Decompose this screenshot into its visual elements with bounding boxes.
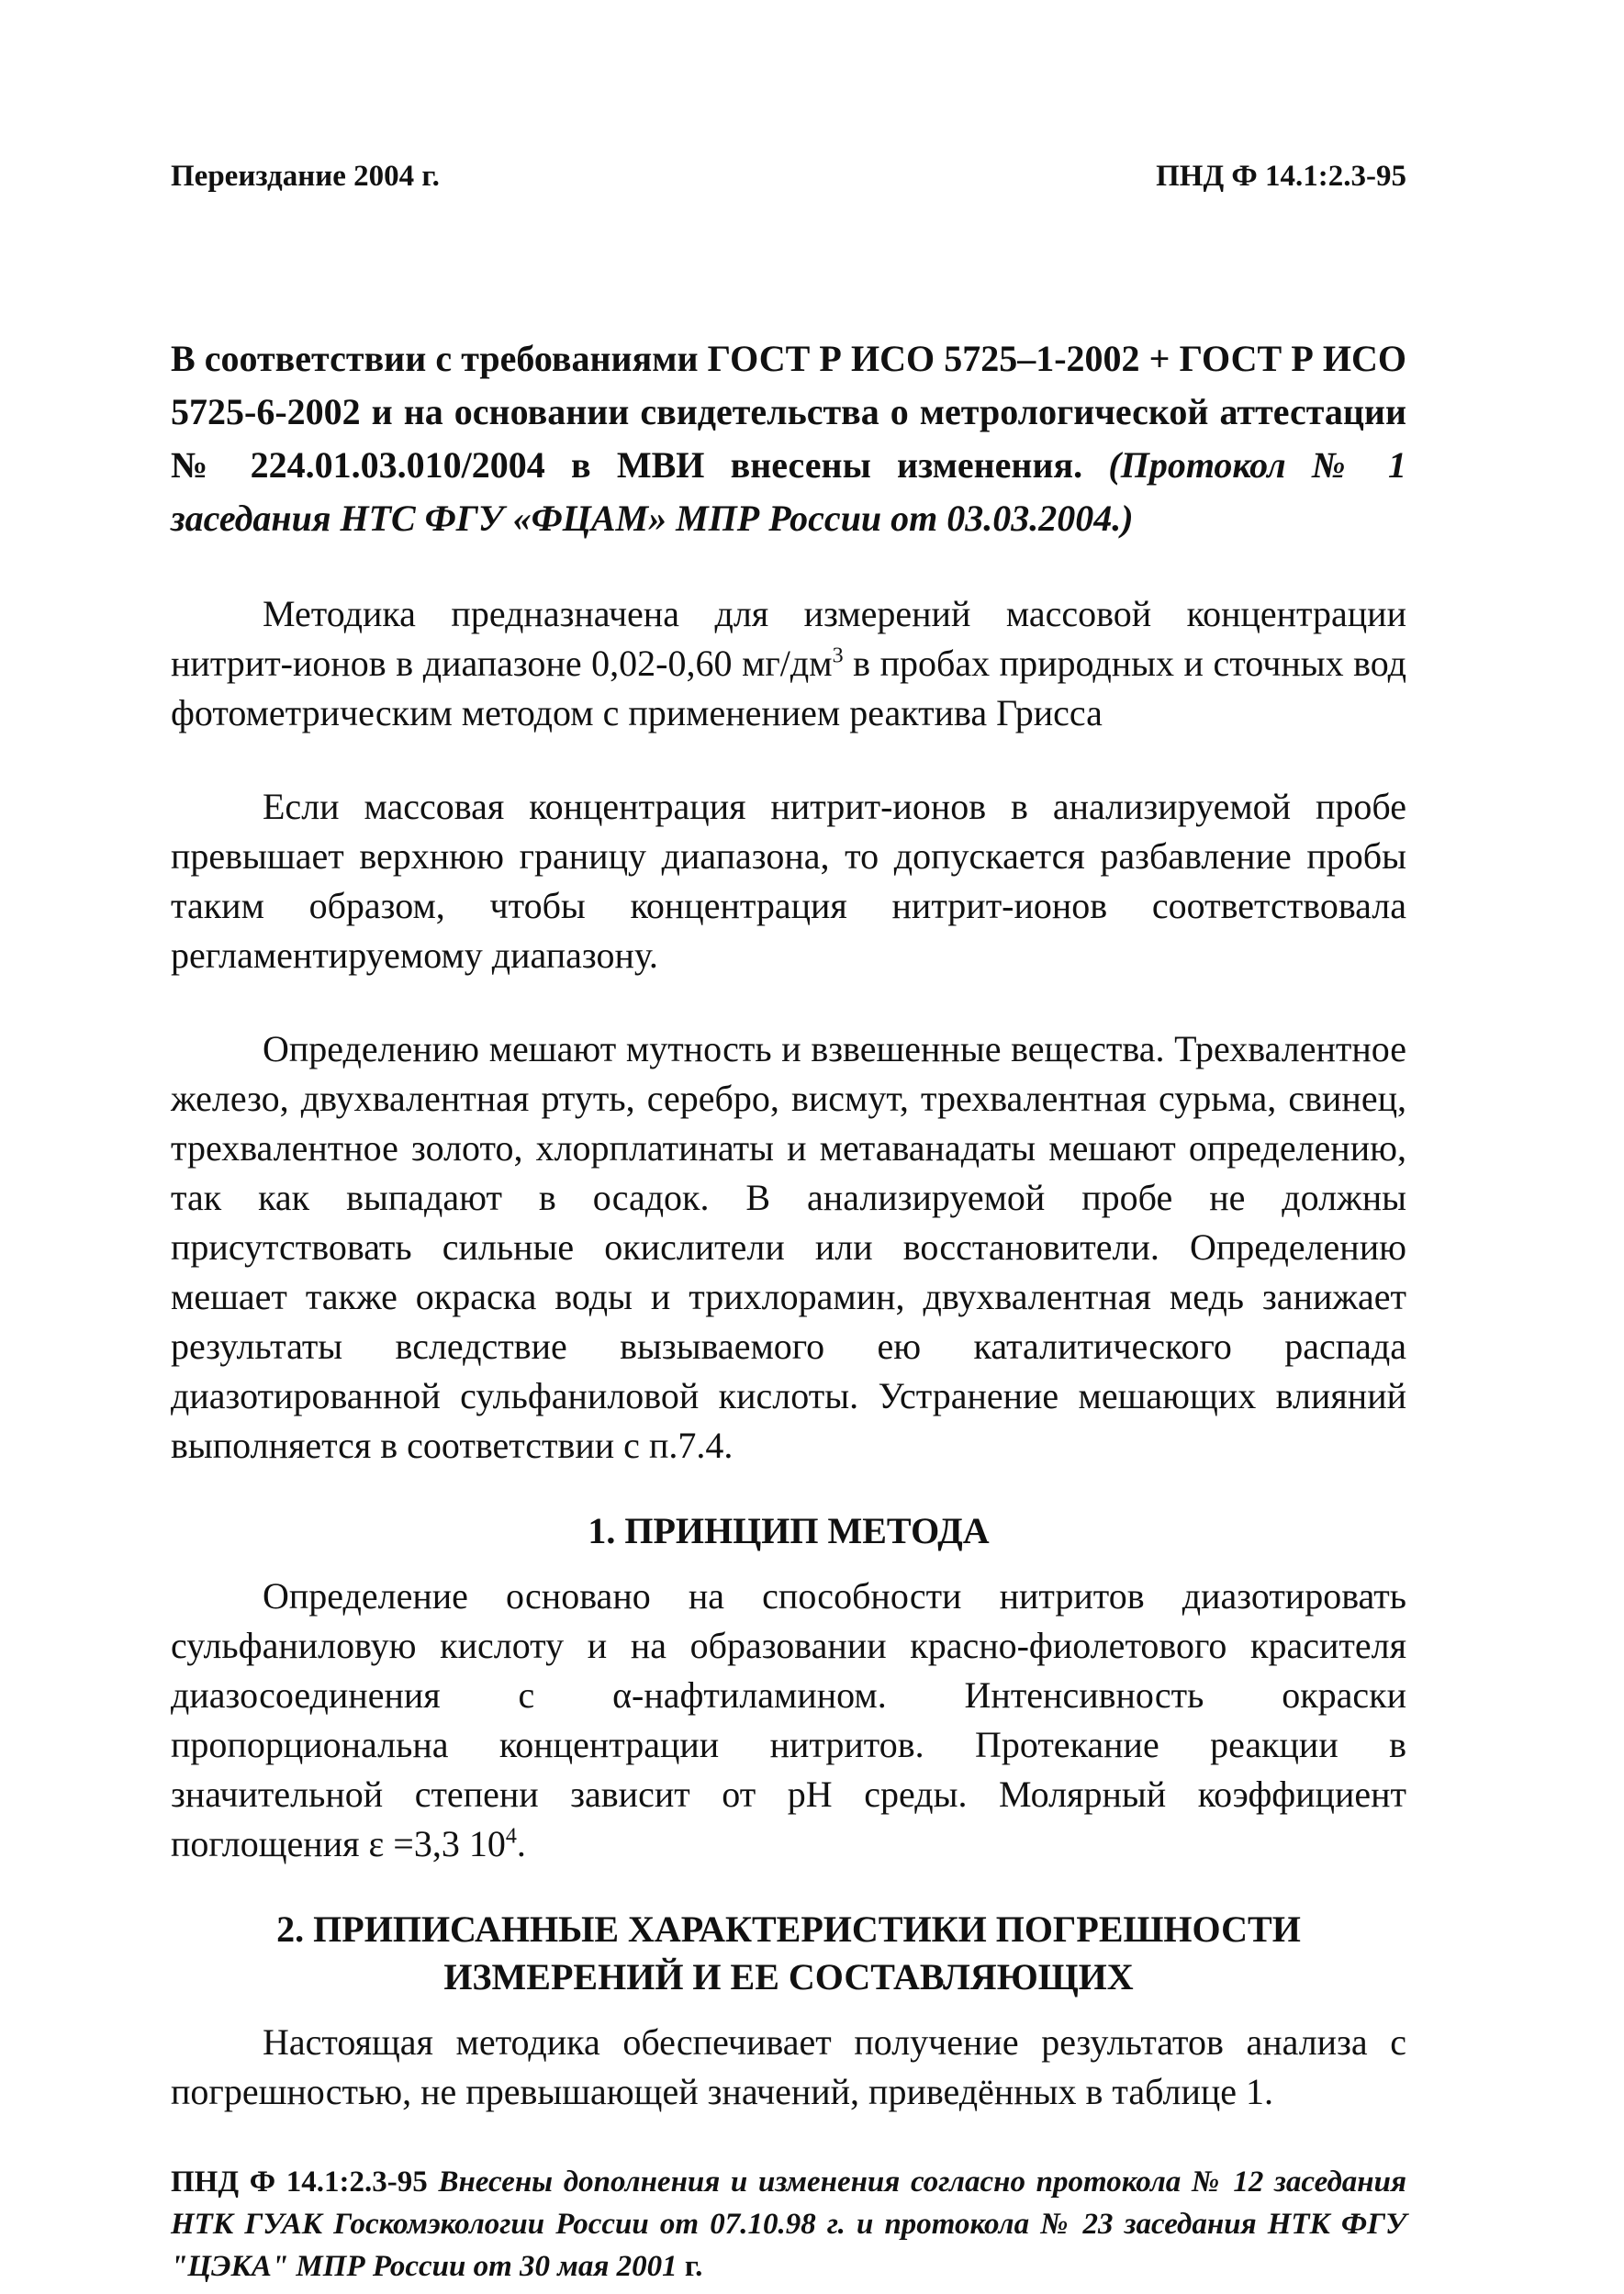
footer-amendments: Внесены дополнения и изменения согласно протокола № 12 заседания НТК ГУАК Госкомэкологии России от 07.10.98 г. и протокола № 23 заседания НТК ФГУ "ЦЭКА" МПР России от 30 мая 2001 (171, 2165, 1406, 2283)
accuracy-paragraph: Настоящая методика обеспечивает получение результатов анализа с погрешностью, не превышающей значений, приведённых в таблице 1. (171, 2021, 1406, 2112)
section-2-heading (171, 1906, 1406, 2001)
scope-text-a: Методика предназначена для измерений массовой концентрации нитрит-ионов в диапазоне 0,02-0,60 мг/дм (171, 593, 1406, 684)
scope-text-b: в пробах природных и сточных вод фотометрическим методом с применением реактива Грисса (171, 643, 1406, 733)
footer-document-code: ПНД Ф 14.1:2.3-95 (171, 2165, 428, 2199)
notice-protocol: (Протокол № 1 заседания НТС ФГУ «ФЦАМ» МПР России от 03.03.2004.) (171, 444, 1407, 539)
document-code: ПНД Ф 14.1:2.3-95 (1156, 160, 1406, 193)
footer-suffix: г. (677, 2250, 703, 2283)
scope-paragraph (171, 589, 1406, 738)
interference-paragraph: Определению мешают мутность и взвешенные вещества. Трехвалентное железо, двухвалентная ртуть, серебро, висмут, трехвалентная сурьма, свинец, трехвалентное золото, хлорплатинаты и метаванадаты мешают определению, так как выпадают в осадок. В анализируемой пробе не должны присутствовать сильные окислители или восстановители. Определению мешает также окраска воды и трихлорамин, двухвалентная медь занижает результаты вследствие вызываемого ею каталитического распада диазотированной сульфаниловой кислоты. Устранение мешающих влияний выполняется в соответствии с п.7.4. (171, 1028, 1406, 1466)
section-1-heading: 1. ПРИНЦИП МЕТОДА (588, 1510, 990, 1551)
footer-note (171, 2161, 1406, 2288)
section-2-heading-line-2: ИЗМЕРЕНИЙ И ЕЕ СОСТАВЛЯЮЩИХ (443, 1956, 1134, 1997)
running-header (171, 156, 1406, 196)
principle-text-a: Определение основано на способности нитритов диазотировать сульфаниловую кислоту и на образовании красно-фиолетового красителя диазосоединения с α-нафтиламином. Интенсивность окраски пропорциональна концентрации нитритов. Протекание реакции в значительной степени зависит от pH среды. Молярный коэффициент поглощения ε =3,3 10 (171, 1575, 1406, 1864)
dilution-paragraph: Если массовая концентрация нитрит-ионов в анализируемой пробе превышает верхнюю границу диапазона, то допускается разбавление пробы таким образом, чтобы концентрация нитрит-ионов соответствовала регламентируемому диапазону. (171, 786, 1406, 976)
notice-text: В соответствии с требованиями ГОСТ Р ИСО 5725–1-2002 + ГОСТ Р ИСО 5725-6-2002 и на основании свидетельства о метрологической аттестации № 224.01.03.010/2004 в МВИ внесены изменения. (171, 338, 1406, 486)
method-principle-paragraph (171, 1572, 1406, 1869)
reprint-year: Переиздание 2004 г. (171, 160, 440, 193)
scope-superscript: 3 (832, 643, 844, 668)
principle-text-b: . (516, 1823, 526, 1864)
section-2-heading-line-1: 2. ПРИПИСАННЫЕ ХАРАКТЕРИСТИКИ ПОГРЕШНОСТИ (276, 1908, 1301, 1950)
amendment-notice (171, 332, 1406, 545)
principle-superscript: 4 (505, 1824, 517, 1849)
